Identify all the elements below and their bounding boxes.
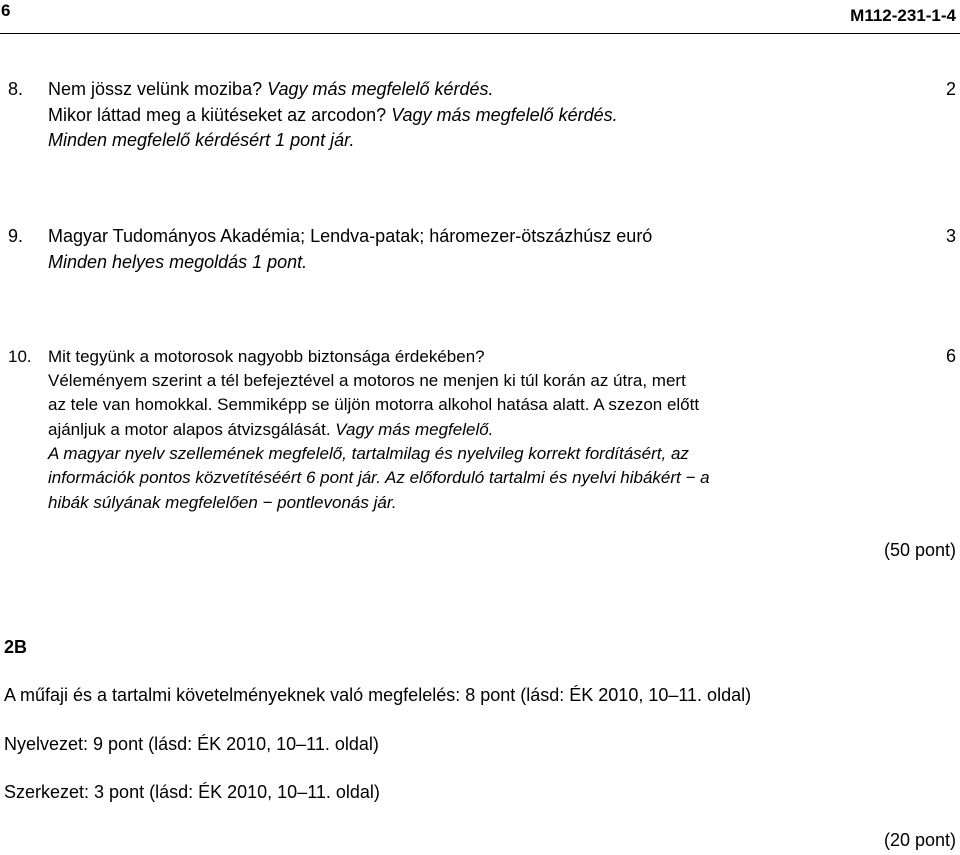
item-8-points: 2 [945,79,956,99]
item-8-line-2 [48,104,618,127]
item-8-alternative-1: Vagy más megfelelő kérdés. [267,79,494,99]
page-number: 6 [1,1,11,20]
section-2b-structure: Szerkezet: 3 pont (lásd: ÉK 2010, 10–11. oldal) [4,782,380,802]
item-8-number: 8. [8,79,24,99]
item-10-scoring-line-2: információk pontos közvetítéséért 6 pont jár. Az előforduló tartalmi és nyelvi hibákért − a [48,468,710,487]
item-8-alternative-2: Vagy más megfelelő kérdés. [391,105,618,125]
item-10-scoring-line-1: A magyar nyelv szellemének megfelelő, tartalmilag és nyelvileg korrekt fordításért, az [48,444,689,463]
item-9-answer: Magyar Tudományos Akadémia; Lendva-patak; háromezer-ötszázhúsz euró [48,226,653,246]
document-code: M112-231-1-4 [850,6,956,25]
section-2b-total: (20 pont) [883,830,956,850]
section-2b-title: 2B [4,637,28,657]
item-9-points: 3 [945,226,956,246]
item-9-number: 9. [8,226,24,246]
item-10-scoring-line-3: hibák súlyának megfelelően − pontlevonás jár. [48,493,397,512]
item-8-answer-1: Nem jössz velünk moziba? [48,79,263,99]
item-10-answer-line-2: az tele van homokkal. Semmiképp se üljön motorra alkohol hatása alatt. A szezon előtt [48,395,700,414]
item-10-answer-end: ajánljuk a motor alapos átvizsgálását. [48,420,331,439]
item-10-alternative: Vagy más megfelelő. [335,420,494,439]
item-9-scoring-note: Minden helyes megoldás 1 pont. [48,252,308,272]
item-10-points: 6 [945,346,956,366]
item-10-answer-line-1: Véleményem szerint a tél befejeztével a motoros ne menjen ki túl korán az útra, mert [48,371,686,390]
section-2b-language: Nyelvezet: 9 pont (lásd: ÉK 2010, 10–11. oldal) [4,734,379,754]
item-8-scoring-note: Minden megfelelő kérdésért 1 pont jár. [48,130,355,150]
header-rule [0,33,960,34]
item-10-number: 10. [8,347,32,366]
item-10-question: Mit tegyünk a motorosok nagyobb biztonsága érdekében? [48,347,485,366]
section-total: (50 pont) [883,540,956,560]
item-8-answer-2: Mikor láttad meg a kiütéseket az arcodon? [48,105,387,125]
item-8-line-1 [48,78,494,101]
item-10-answer-line-3 [48,418,493,442]
section-2b-genre-content: A műfaji és a tartalmi követelményeknek való megfelelés: 8 pont (lásd: ÉK 2010, 10–11. oldal) [4,685,752,705]
